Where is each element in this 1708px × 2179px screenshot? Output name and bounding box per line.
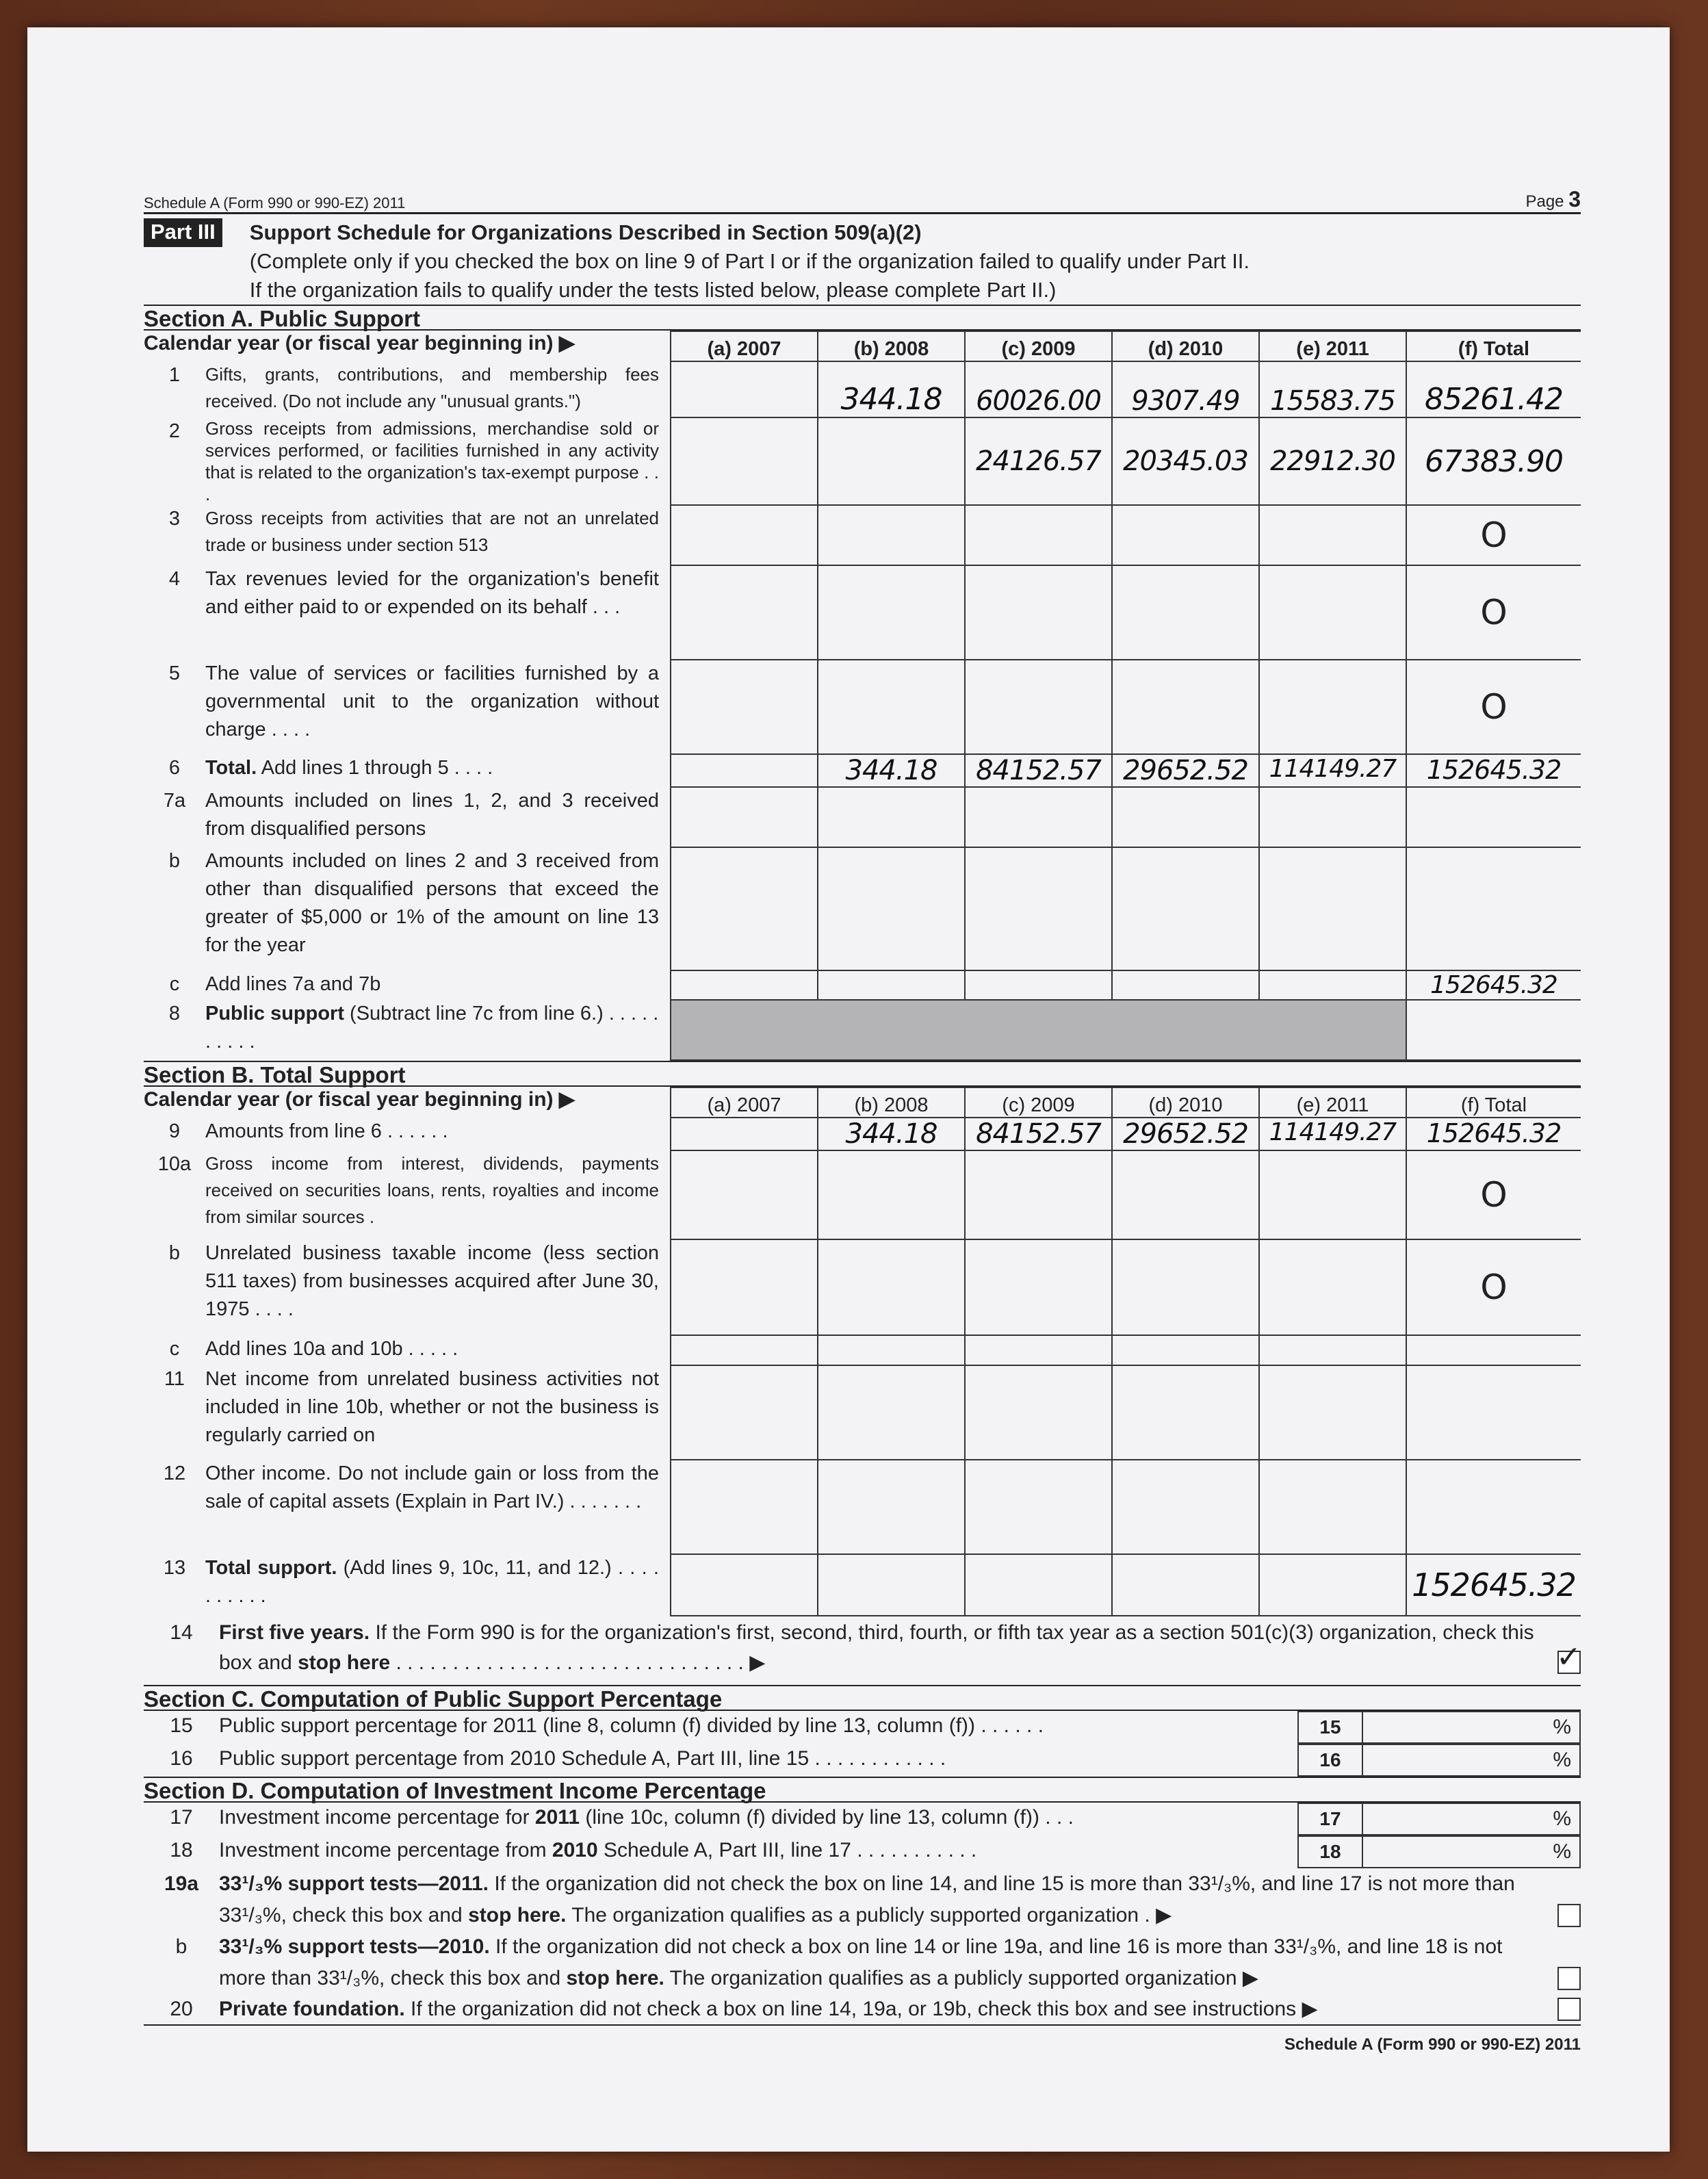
line-15: 15 Public support percentage for 2011 (line 8, column (f) divided by line 13, column (f)) . . . . . . 15 % <box>144 1711 1581 1744</box>
line-10c-d[interactable] <box>1112 1335 1259 1365</box>
line-9-b[interactable]: 344.18 <box>818 1118 965 1150</box>
line-7a-a[interactable] <box>671 787 818 847</box>
line-6-a[interactable] <box>671 754 818 787</box>
line-10b-c[interactable] <box>965 1239 1112 1335</box>
line-5-row: 5 The value of services or facilities furnished by a governmental unit to the organization without charge . . . . O <box>144 660 1581 754</box>
line-6-e[interactable]: 114149.27 <box>1259 754 1406 787</box>
line-19a: 19a 33¹/₃% support tests—2011. If the organization did not check the box on line 14, and line 15 is more than 33¹/₃%, and line 17 is not more than 33¹/₃%, check this box and stop here. The organization qualifies as a publicly supported organization . ▶ <box>144 1868 1581 1931</box>
line-9-d[interactable]: 29652.52 <box>1112 1118 1259 1150</box>
line-3-label: Gross receipts from activities that are not an unrelated trade or business under section 513 <box>205 508 659 555</box>
part-title: Support Schedule for Organizations Described in Section 509(a)(2) <box>249 220 922 244</box>
col-d-b: (d) 2010 <box>1112 1087 1259 1118</box>
line-3-row: 3 Gross receipts from activities that are not an unrelated trade or business under section 513 O <box>144 505 1581 565</box>
line-9-label: Amounts from line 6 . . . . . . <box>205 1120 448 1142</box>
line-2-row: 2 Gross receipts from admissions, merchandise sold or services performed, or facilities furnished in any activity that is related to the organization's tax-exempt purpose . . . 24126.57 20345.03 22912.30 67383.90 <box>144 417 1581 505</box>
line-4-label: Tax revenues levied for the organization's benefit and either paid to or expended on its behalf . . . <box>205 568 659 618</box>
col-c: (c) 2009 <box>965 331 1112 361</box>
line-10b-label: Unrelated business taxable income (less section 511 taxes) from businesses acquired after June 30, 1975 . . . . <box>205 1242 659 1320</box>
line-3-b[interactable] <box>818 505 965 565</box>
line-3-e[interactable] <box>1259 505 1406 565</box>
line-13-row: 13 Total support. (Add lines 9, 10c, 11, and 12.) . . . . . . . . . . 152645.32 <box>144 1554 1581 1616</box>
section-a-column-headers <box>144 331 1581 361</box>
col-f: (f) Total <box>1406 331 1581 361</box>
calendar-year-label-b: Calendar year (or fiscal year beginning in) ▶ <box>144 1087 671 1118</box>
line-3-d[interactable] <box>1112 505 1259 565</box>
calendar-year-label: Calendar year (or fiscal year beginning in) ▶ <box>144 331 671 361</box>
line-8-shaded <box>671 1000 1406 1060</box>
col-b: (b) 2008 <box>818 331 965 361</box>
line-10a-b[interactable] <box>818 1150 965 1239</box>
line-7a-c[interactable] <box>965 787 1112 847</box>
line-6-b[interactable]: 344.18 <box>818 754 965 787</box>
line-5-f[interactable]: O <box>1406 660 1581 754</box>
line-2-c[interactable]: 24126.57 <box>965 417 1112 505</box>
line-1-a[interactable] <box>671 361 818 417</box>
line-8-row: 8 Public support (Subtract line 7c from line 6.) . . . . . . . . . . <box>144 1000 1581 1060</box>
page-number: Page 3 <box>1525 187 1581 211</box>
line-12-f[interactable] <box>1406 1460 1581 1554</box>
line-7c-c[interactable] <box>965 970 1112 1000</box>
line-7b-b[interactable] <box>818 847 965 970</box>
line-13-d[interactable] <box>1112 1554 1259 1616</box>
line-5-c[interactable] <box>965 660 1112 754</box>
line-7c-label: Add lines 7a and 7b <box>205 973 381 995</box>
section-a-title: Section A. Public Support <box>144 305 1581 331</box>
line-12-label: Other income. Do not include gain or loss from the sale of capital assets (Explain in Part IV.) . . . . . . . <box>205 1462 659 1512</box>
line-2-b[interactable] <box>818 417 965 505</box>
page-footer: Schedule A (Form 990 or 990-EZ) 2011 <box>1284 2035 1581 2054</box>
line-7c-b[interactable] <box>818 970 965 1000</box>
line-12-b[interactable] <box>818 1460 965 1554</box>
line-12-c[interactable] <box>965 1460 1112 1554</box>
line-12-row: 12 Other income. Do not include gain or loss from the sale of capital assets (Explain in Part IV.) . . . . . . . <box>144 1460 1581 1554</box>
line-7b-row: b Amounts included on lines 2 and 3 received from other than disqualified persons that exceed the greater of $5,000 or 1% of the amount on line 13 for the year <box>144 847 1581 970</box>
line-10a-a[interactable] <box>671 1150 818 1239</box>
line-7a-d[interactable] <box>1112 787 1259 847</box>
line-8-f[interactable] <box>1406 1000 1581 1060</box>
checkmark-icon: ✓ <box>1556 1640 1581 1675</box>
line-9-e[interactable]: 114149.27 <box>1259 1118 1406 1150</box>
line-10c-a[interactable] <box>671 1335 818 1365</box>
line-5-e[interactable] <box>1259 660 1406 754</box>
col-e: (e) 2011 <box>1259 331 1406 361</box>
line-7b-f[interactable] <box>1406 847 1581 970</box>
line-6-row: 6 Total. Add lines 1 through 5 . . . . 344.18 84152.57 29652.52 114149.27 152645.32 <box>144 754 1581 787</box>
line-7c-e[interactable] <box>1259 970 1406 1000</box>
line-13-f[interactable]: 152645.32 <box>1406 1554 1581 1616</box>
line-10c-e[interactable] <box>1259 1335 1406 1365</box>
line-18: 18 Investment income percentage from 2010 Schedule A, Part III, line 17 . . . . . . . . . . . 18 % <box>144 1835 1581 1868</box>
line-3-c[interactable] <box>965 505 1112 565</box>
line-10a-c[interactable] <box>965 1150 1112 1239</box>
line-1-f[interactable]: 85261.42 <box>1406 361 1581 417</box>
line-9-a[interactable] <box>671 1118 818 1150</box>
line-6-f[interactable]: 152645.32 <box>1406 754 1581 787</box>
line-11-a[interactable] <box>671 1365 818 1460</box>
form-page <box>27 27 1670 2152</box>
line-2-a[interactable] <box>671 417 818 505</box>
line-11-e[interactable] <box>1259 1365 1406 1460</box>
line-2-d[interactable]: 20345.03 <box>1112 417 1259 505</box>
line-9-row: 9 Amounts from line 6 . . . . . . 344.18 84152.57 29652.52 114149.27 152645.32 <box>144 1118 1581 1150</box>
line-7a-e[interactable] <box>1259 787 1406 847</box>
line-4-d[interactable] <box>1112 565 1259 660</box>
line-10b-row: b Unrelated business taxable income (less section 511 taxes) from businesses acquired after June 30, 1975 . . . . O <box>144 1239 1581 1335</box>
line-7c-row: c Add lines 7a and 7b 152645.32 <box>144 970 1581 1000</box>
line-2-label: Gross receipts from admissions, merchandise sold or services performed, or facilities furnished in any activity that is related to the organization's tax-exempt purpose . . . <box>205 418 659 504</box>
line-1-label: Gifts, grants, contributions, and membership fees received. (Do not include any "unusual grants.") <box>205 364 659 411</box>
line-2-f[interactable]: 67383.90 <box>1406 417 1581 505</box>
section-a-table <box>144 331 1581 1061</box>
line-17: 17 Investment income percentage for 2011 (line 10c, column (f) divided by line 13, column (f)) . . . 17 % <box>144 1803 1581 1835</box>
section-b-title: Section B. Total Support <box>144 1061 1581 1087</box>
line-10b-b[interactable] <box>818 1239 965 1335</box>
line-20-checkbox[interactable] <box>1557 1998 1581 2021</box>
line-14-checkbox[interactable] <box>1556 1640 1581 1675</box>
line-11-f[interactable] <box>1406 1365 1581 1460</box>
line-7c-d[interactable] <box>1112 970 1259 1000</box>
line-11-label: Net income from unrelated business activities not included in line 10b, whether or not the business is regularly carried on <box>205 1368 659 1446</box>
col-f-b: (f) Total <box>1406 1087 1581 1118</box>
line-10c-row: c Add lines 10a and 10b . . . . . <box>144 1335 1581 1365</box>
line-10a-d[interactable] <box>1112 1150 1259 1239</box>
line-10c-label: Add lines 10a and 10b . . . . . <box>205 1338 458 1360</box>
section-c-title: Section C. Computation of Public Support Percentage <box>144 1685 1581 1711</box>
line-4-a[interactable] <box>671 565 818 660</box>
line-9-c[interactable]: 84152.57 <box>965 1118 1112 1150</box>
col-d: (d) 2010 <box>1112 331 1259 361</box>
line-11-d[interactable] <box>1112 1365 1259 1460</box>
section-b-column-headers <box>144 1087 1581 1118</box>
line-10a-f[interactable]: O <box>1406 1150 1581 1239</box>
line-13-c[interactable] <box>965 1554 1112 1616</box>
line-10b-d[interactable] <box>1112 1239 1259 1335</box>
line-19b-checkbox[interactable] <box>1557 1967 1581 1990</box>
line-1-c[interactable]: 60026.00 <box>965 361 1112 417</box>
line-5-a[interactable] <box>671 660 818 754</box>
line-16-percent-field[interactable]: % <box>1553 1749 1571 1771</box>
line-5-b[interactable] <box>818 660 965 754</box>
line-2-e[interactable]: 22912.30 <box>1259 417 1406 505</box>
line-6-d[interactable]: 29652.52 <box>1112 754 1259 787</box>
line-10a-label: Gross income from interest, dividends, payments received on securities loans, rents, royalties and income from similar sources . <box>205 1153 659 1227</box>
line-19a-checkbox[interactable] <box>1557 1904 1581 1927</box>
line-13-a[interactable] <box>671 1554 818 1616</box>
col-e-b: (e) 2011 <box>1259 1087 1406 1118</box>
line-7c-f[interactable]: 152645.32 <box>1406 970 1581 1000</box>
line-9-f[interactable]: 152645.32 <box>1406 1118 1581 1150</box>
line-10a-e[interactable] <box>1259 1150 1406 1239</box>
section-b-table <box>144 1087 1581 1616</box>
line-10b-f[interactable]: O <box>1406 1239 1581 1335</box>
line-3-a[interactable] <box>671 505 818 565</box>
part-instruction-2: If the organization fails to qualify under the tests listed below, please complete Part II.) <box>249 278 1057 302</box>
line-7b-e[interactable] <box>1259 847 1406 970</box>
line-10c-c[interactable] <box>965 1335 1112 1365</box>
line-13-e[interactable] <box>1259 1554 1406 1616</box>
line-4-e[interactable] <box>1259 565 1406 660</box>
part-badge: Part III <box>144 218 222 247</box>
line-14: 14 First five years. If the Form 990 is for the organization's first, second, third, fourth, or fifth tax year as a section 501(c)(3) organization, check this box and stop here . . . . . . . . . . . . . . . . . . . . . . . . . . . . . . . ▶ ✓ <box>170 1621 1581 1675</box>
line-7a-label: Amounts included on lines 1, 2, and 3 received from disqualified persons <box>205 790 659 840</box>
line-4-c[interactable] <box>965 565 1112 660</box>
line-5-d[interactable] <box>1112 660 1259 754</box>
line-10b-e[interactable] <box>1259 1239 1406 1335</box>
line-6-c[interactable]: 84152.57 <box>965 754 1112 787</box>
line-12-e[interactable] <box>1259 1460 1406 1554</box>
col-a-b: (a) 2007 <box>671 1087 818 1118</box>
line-11-b[interactable] <box>818 1365 965 1460</box>
line-11-row: 11 Net income from unrelated business activities not included in line 10b, whether or not the business is regularly carried on <box>144 1365 1581 1460</box>
line-1-b[interactable]: 344.18 <box>818 361 965 417</box>
line-7b-d[interactable] <box>1112 847 1259 970</box>
line-7b-c[interactable] <box>965 847 1112 970</box>
line-13-b[interactable] <box>818 1554 965 1616</box>
col-a: (a) 2007 <box>671 331 818 361</box>
line-16: 16 Public support percentage from 2010 Schedule A, Part III, line 15 . . . . . . . . . . . . 16 % <box>144 1744 1581 1777</box>
line-17-percent-field[interactable]: % <box>1553 1807 1571 1830</box>
line-10a-row: 10a Gross income from interest, dividends, payments received on securities loans, rents, royalties and income from similar sources . O <box>144 1150 1581 1239</box>
line-4-b[interactable] <box>818 565 965 660</box>
line-20: 20 Private foundation. If the organization did not check a box on line 14, 19a, or 19b, check this box and see instructions ▶ <box>144 1994 1581 2026</box>
line-7a-row: 7a Amounts included on lines 1, 2, and 3 received from disqualified persons <box>144 787 1581 847</box>
line-11-c[interactable] <box>965 1365 1112 1460</box>
line-4-row: 4 Tax revenues levied for the organization's benefit and either paid to or expended on its behalf . . . O <box>144 565 1581 660</box>
line-12-a[interactable] <box>671 1460 818 1554</box>
line-10c-f[interactable] <box>1406 1335 1581 1365</box>
line-5-label: The value of services or facilities furnished by a governmental unit to the organization without charge . . . . <box>205 662 659 740</box>
schedule-a-part-iii <box>144 185 1581 2054</box>
line-4-f[interactable]: O <box>1406 565 1581 660</box>
schedule-label: Schedule A (Form 990 or 990-EZ) 2011 <box>144 194 406 211</box>
col-b-b: (b) 2008 <box>818 1087 965 1118</box>
page-header <box>144 185 1581 212</box>
line-18-percent-field[interactable]: % <box>1553 1840 1571 1863</box>
line-7b-label: Amounts included on lines 2 and 3 received from other than disqualified persons that exceed the greater of $5,000 or 1% of the amount on line 13 for the year <box>205 850 659 956</box>
line-1-d[interactable]: 9307.49 <box>1112 361 1259 417</box>
line-19b: b 33¹/₃% support tests—2010. If the organization did not check a box on line 14 or line 19a, and line 16 is more than 33¹/₃%, and line 18 is not more than 33¹/₃%, check this box and stop here. The organization qualifies as a publicly supported organization ▶ <box>144 1931 1581 1994</box>
line-10c-b[interactable] <box>818 1335 965 1365</box>
part-instruction-1: (Complete only if you checked the box on line 9 of Part I or if the organization failed to qualify under Part II. <box>249 249 1250 273</box>
line-7a-f[interactable] <box>1406 787 1581 847</box>
line-7a-b[interactable] <box>818 787 965 847</box>
line-1-row: 1 Gifts, grants, contributions, and membership fees received. (Do not include any "unusual grants.") 344.18 60026.00 9307.49 15583.75 85261.42 <box>144 361 1581 417</box>
col-c-b: (c) 2009 <box>965 1087 1112 1118</box>
line-15-percent-field[interactable]: % <box>1553 1716 1571 1738</box>
line-1-e[interactable]: 15583.75 <box>1259 361 1406 417</box>
part-header <box>144 212 1581 305</box>
section-d-title: Section D. Computation of Investment Income Percentage <box>144 1777 1581 1803</box>
line-7c-a[interactable] <box>671 970 818 1000</box>
line-7b-a[interactable] <box>671 847 818 970</box>
line-10b-a[interactable] <box>671 1239 818 1335</box>
line-12-d[interactable] <box>1112 1460 1259 1554</box>
line-3-f[interactable]: O <box>1406 505 1581 565</box>
